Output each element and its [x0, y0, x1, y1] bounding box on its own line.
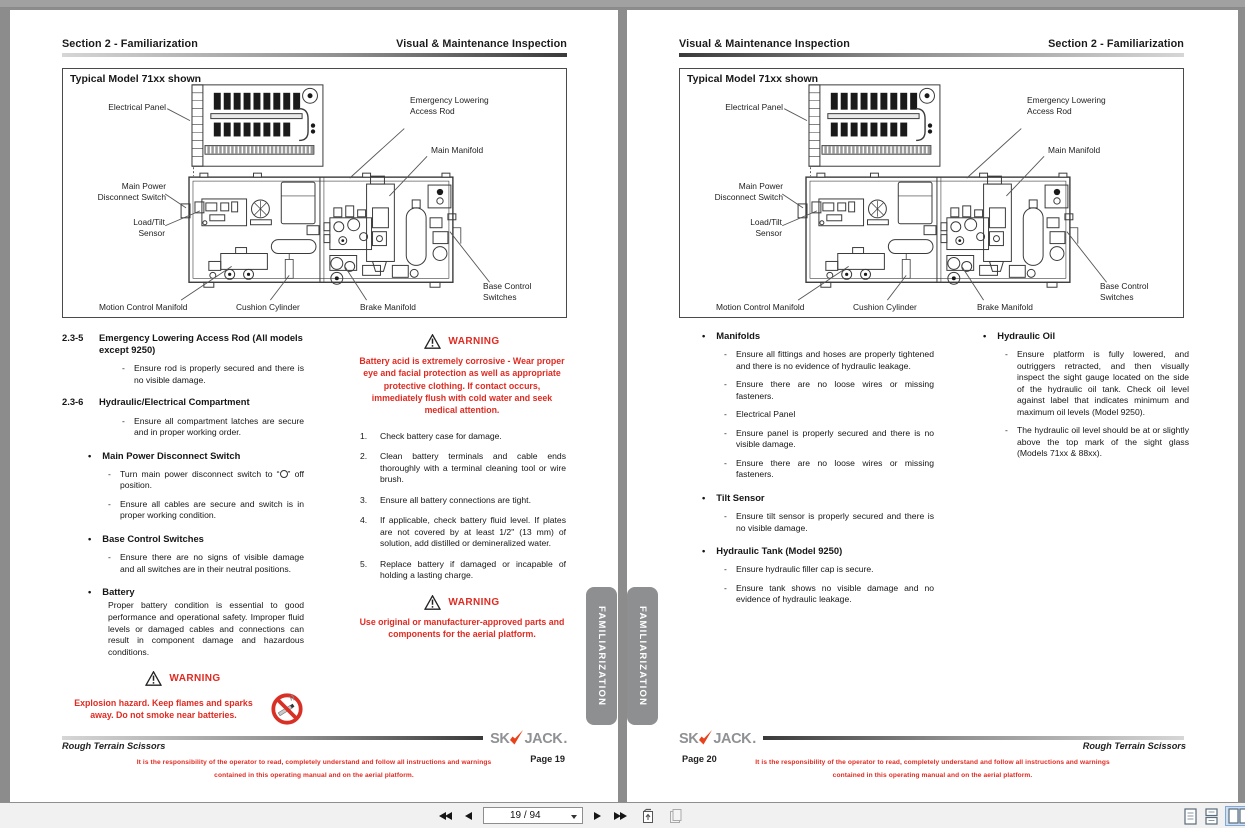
- bullet-heading-manifolds: [702, 330, 934, 342]
- logo-period: .: [563, 730, 567, 747]
- next-view-icon: [668, 808, 683, 824]
- text-column-right: [965, 330, 1189, 460]
- machine-diagram: [62, 68, 567, 318]
- header-topic-title: Visual & Maintenance Inspection: [679, 38, 850, 50]
- dash-marker: -: [724, 409, 727, 420]
- bullet-marker: •: [983, 330, 987, 341]
- numbered-step: [358, 559, 566, 582]
- page-layout-controls: [1184, 807, 1245, 825]
- warning-label: WARNING: [448, 596, 500, 608]
- diagram-title: Typical Model 71xx shown: [70, 73, 202, 85]
- dash-marker: -: [724, 511, 727, 522]
- list-item-text: The hydraulic oil level should be at or slightly above the top mark of the sight glass (Models 71xx & 88xx).: [1017, 425, 1189, 459]
- dash-marker: -: [1005, 425, 1008, 436]
- list-item-text: Ensure all compartment latches are secure and in proper working order.: [134, 415, 304, 438]
- continuous-view-button[interactable]: [1205, 808, 1218, 825]
- logo-check-icon: [699, 730, 712, 746]
- warning-triangle-icon: [145, 671, 162, 686]
- header-section-title: Section 2 - Familiarization: [62, 38, 198, 50]
- numbered-step: [358, 431, 566, 443]
- bullet-heading-hydraulic-oil: [983, 330, 1189, 342]
- list-item-text: Ensure all cables are secure and switch is in proper working condition.: [120, 498, 304, 521]
- previous-page-button[interactable]: [463, 810, 474, 822]
- diagram-label-load-tilt-sensor: [93, 217, 165, 239]
- warning-text: Use original or manufacturer-approved parts and components for the aerial platform.: [359, 616, 565, 640]
- diagram-label-motion-control-manifold: Motion Control Manifold: [716, 302, 805, 312]
- header-rule: [62, 53, 567, 57]
- logo-text-jack: JACK: [524, 730, 563, 747]
- bullet-title: Tilt Sensor: [716, 491, 765, 503]
- diagram-label-brake-manifold: Brake Manifold: [360, 302, 416, 312]
- warning-text: Battery acid is extremely corrosive - Wear proper eye and facial protection as well as appropriate protective clothing. If contact occurs, immediately flush with cold water and seek medical attention.: [359, 356, 565, 416]
- bullet-heading-base-control-switches: [88, 533, 304, 545]
- label-line: Load/Tilt: [133, 217, 165, 227]
- step-number: 5.: [360, 558, 368, 569]
- bullet-title: Hydraulic Oil: [997, 330, 1056, 341]
- operator-disclaimer-line1: It is the responsibility of the operator to read, completely understand and follow all instructions and warnings: [136, 759, 492, 766]
- header-section-title: Section 2 - Familiarization: [1048, 38, 1184, 50]
- next-page-button[interactable]: [592, 810, 603, 822]
- list-item: [108, 469, 304, 492]
- dash-marker: -: [724, 427, 727, 438]
- warning-header: [62, 671, 304, 686]
- list-item: [724, 564, 934, 576]
- previous-view-button[interactable]: [638, 806, 657, 826]
- text-column-left: [62, 332, 304, 726]
- list-item: [1005, 349, 1189, 418]
- list-item-text: Ensure hydraulic filler cap is secure.: [736, 564, 874, 575]
- page-header: [62, 38, 567, 50]
- warning-triangle-icon: [424, 334, 441, 349]
- battery-paragraph: Proper battery condition is essential to good performance and operational safety. Improper fluid levels or damaged cables and connections can result in component damage and hazardous conditions.: [108, 600, 304, 657]
- previous-view-icon: [640, 808, 655, 824]
- step-text: Replace battery if damaged or incapable of holding a lasting charge.: [380, 558, 566, 581]
- window-top-strip: [0, 0, 1245, 8]
- previous-page-icon: [465, 812, 472, 820]
- bullet-marker: •: [88, 586, 92, 598]
- item-text-pre: Turn main power disconnect switch to “: [120, 468, 280, 479]
- last-page-button[interactable]: [612, 810, 629, 822]
- list-item-text: Electrical Panel: [736, 409, 796, 420]
- warning-text: Explosion hazard. Keep flames and sparks away. Do not smoke near batteries.: [74, 697, 253, 721]
- section-number: 2.3-6: [62, 396, 84, 408]
- list-item-text: Ensure there are no loose wires or missing fasteners.: [736, 457, 934, 480]
- diagram-label-main-power-disconnect-switch: [688, 181, 783, 203]
- dash-marker: -: [724, 564, 727, 575]
- no-smoking-icon: [270, 692, 304, 726]
- dash-marker: -: [724, 379, 727, 390]
- logo-text-jack: JACK: [713, 730, 752, 747]
- diagram-label-base-control-switches: [483, 281, 563, 303]
- machine-diagram: [679, 68, 1184, 318]
- dash-marker: -: [122, 363, 125, 374]
- bullet-title: Main Power Disconnect Switch: [102, 449, 241, 461]
- diagram-label-main-manifold: Main Manifold: [1048, 145, 1101, 155]
- label-line: Load/Tilt: [750, 217, 782, 227]
- bullet-title: Battery: [102, 586, 135, 598]
- label-line: Access Rod: [1027, 105, 1072, 116]
- section-heading-2-3-5: [62, 332, 304, 356]
- list-item-text: Ensure tank shows no visible damage and no evidence of hydraulic leakage.: [736, 582, 934, 605]
- document-page-19: [10, 10, 618, 802]
- diagram-label-emergency-lowering-access-rod: [410, 95, 525, 117]
- page-number-label: Page 19: [530, 754, 565, 764]
- next-page-icon: [594, 812, 601, 820]
- text-column-left: [684, 330, 934, 606]
- list-item-text: Ensure there are no loose wires or missing fasteners.: [736, 379, 934, 401]
- bullet-marker: •: [702, 330, 706, 341]
- numbered-step: [358, 495, 566, 507]
- list-item: [724, 409, 934, 421]
- list-item: [122, 363, 304, 386]
- page-header: [679, 38, 1184, 50]
- list-item-text: Ensure rod is properly secured and there is no visible damage.: [134, 363, 304, 385]
- list-item: [108, 499, 304, 522]
- list-item-text: Ensure panel is properly secured and there is no visible damage.: [736, 427, 934, 450]
- header-rule: [679, 53, 1184, 57]
- list-item: [724, 379, 934, 402]
- numbered-step: [358, 451, 566, 486]
- label-line: Emergency Lowering: [1027, 95, 1106, 105]
- list-item-text: Ensure all fittings and hoses are properly tightened and there is no evidence of hydraulic leakage.: [736, 349, 934, 371]
- step-text: Clean battery terminals and cable ends thoroughly with a terminal cleaning tool or wire brush.: [380, 451, 566, 485]
- diagram-label-base-control-switches: [1100, 281, 1180, 303]
- bullet-heading-main-power-disconnect-switch: [88, 450, 304, 462]
- familiarization-tab-label: FAMILIARIZATION: [596, 605, 607, 707]
- section-heading-2-3-6: [62, 396, 304, 408]
- warning-label: WARNING: [169, 672, 221, 684]
- single-page-view-button[interactable]: [1184, 808, 1197, 825]
- label-line: Main Power: [121, 181, 166, 191]
- two-page-view-button[interactable]: [1226, 807, 1245, 825]
- label-line: Access Rod: [410, 105, 455, 116]
- dash-marker: -: [108, 498, 111, 509]
- diagram-label-cushion-cylinder: Cushion Cylinder: [853, 302, 917, 312]
- last-page-icon: [620, 812, 627, 820]
- text-column-right: [358, 332, 566, 640]
- dash-marker: -: [108, 468, 111, 479]
- bullet-marker: •: [88, 449, 92, 461]
- familiarization-tab-right: [627, 587, 658, 725]
- dash-marker: -: [724, 349, 727, 360]
- first-page-icon: [445, 812, 452, 820]
- diagram-label-brake-manifold: Brake Manifold: [977, 302, 1033, 312]
- bullet-heading-tilt-sensor: [702, 492, 934, 504]
- list-item: [122, 416, 304, 439]
- bullet-heading-battery: [88, 586, 304, 598]
- label-line: Emergency Lowering: [410, 95, 489, 105]
- list-item: [108, 552, 304, 575]
- list-item: [724, 511, 934, 534]
- operator-disclaimer-line2: contained in this operating manual and on the aerial platform.: [832, 772, 1033, 779]
- list-item: [724, 349, 934, 372]
- bullet-heading-hydraulic-tank: [702, 545, 934, 557]
- section-title: Emergency Lowering Access Rod (All models except 9250): [99, 332, 303, 356]
- diagram-label-load-tilt-sensor: [710, 217, 782, 239]
- header-topic-title: Visual & Maintenance Inspection: [396, 38, 567, 50]
- operator-disclaimer-line1: It is the responsibility of the operator to read, completely understand and follow all instructions and warnings: [755, 759, 1110, 766]
- step-number: 2.: [360, 451, 368, 462]
- first-page-button[interactable]: [437, 810, 454, 822]
- warning-header: [358, 595, 566, 610]
- diagram-label-cushion-cylinder: Cushion Cylinder: [236, 302, 300, 312]
- step-text: Ensure all battery connections are tight.: [380, 494, 531, 505]
- label-line: Switches: [483, 291, 517, 302]
- step-number: 4.: [360, 515, 368, 526]
- logo-period: .: [752, 730, 756, 747]
- label-line: Main Power: [738, 181, 783, 191]
- list-item: [1005, 425, 1189, 460]
- diagram-label-main-manifold: Main Manifold: [431, 145, 484, 155]
- item-text-post: ” off position.: [120, 468, 305, 491]
- familiarization-tab-label: FAMILIARIZATION: [637, 605, 648, 707]
- power-off-symbol: [280, 470, 288, 478]
- dash-marker: -: [122, 415, 125, 426]
- label-line: Sensor: [138, 227, 165, 238]
- bullet-marker: •: [88, 533, 92, 544]
- dash-marker: -: [724, 582, 727, 593]
- next-view-button[interactable]: [666, 806, 685, 826]
- continuous-view-icon: [1205, 808, 1218, 825]
- label-line: Switches: [1100, 291, 1134, 302]
- diagram-title: Typical Model 71xx shown: [687, 73, 819, 85]
- footer-rule: [763, 736, 1184, 740]
- bullet-marker: •: [702, 545, 706, 557]
- page-number-label: Page 20: [682, 754, 717, 764]
- skyjack-logo: [490, 730, 567, 746]
- diagram-label-emergency-lowering-access-rod: [1027, 95, 1142, 117]
- step-text: Check battery case for damage.: [380, 430, 502, 441]
- bullet-title: Base Control Switches: [102, 533, 204, 544]
- diagram-label-motion-control-manifold: Motion Control Manifold: [99, 302, 188, 312]
- page-navigation: [437, 803, 685, 828]
- list-item: [724, 458, 934, 481]
- list-item-text: Ensure there are no signs of visible damage and all switches are in their neutral positions.: [120, 552, 304, 574]
- document-page-20: [627, 10, 1238, 802]
- document-title: Rough Terrain Scissors: [1082, 741, 1186, 751]
- step-number: 1.: [360, 430, 368, 441]
- familiarization-tab-left: [586, 587, 617, 725]
- viewer-toolbar: [0, 802, 1245, 828]
- dash-marker: -: [724, 457, 727, 468]
- label-line: Base Control: [483, 281, 532, 291]
- logo-text-sk: SK: [679, 730, 699, 747]
- logo-check-icon: [510, 730, 523, 746]
- numbered-step: [358, 515, 566, 550]
- diagram-label-electrical-panel: Electrical Panel: [108, 102, 166, 112]
- two-page-view-icon: [1228, 808, 1245, 824]
- page-number-combobox[interactable]: [483, 807, 583, 824]
- document-title: Rough Terrain Scissors: [62, 741, 166, 751]
- label-line: Disconnect Switch: [97, 191, 166, 202]
- warning-header: [358, 334, 566, 349]
- label-line: Disconnect Switch: [714, 191, 783, 202]
- dash-marker: -: [108, 552, 111, 563]
- list-item-text: [120, 469, 304, 492]
- warning-label: WARNING: [448, 335, 500, 347]
- step-number: 3.: [360, 494, 368, 505]
- list-item-text: Ensure tilt sensor is properly secured and there is no visible damage.: [736, 511, 934, 533]
- diagram-label-main-power-disconnect-switch: [71, 181, 166, 203]
- list-item: [724, 428, 934, 451]
- section-number: 2.3-5: [62, 332, 84, 343]
- label-line: Sensor: [755, 227, 782, 238]
- single-page-view-icon: [1184, 808, 1197, 825]
- operator-disclaimer-line2: contained in this operating manual and on the aerial platform.: [214, 772, 414, 779]
- diagram-label-electrical-panel: Electrical Panel: [725, 102, 783, 112]
- step-text: If applicable, check battery fluid level. If plates are not covered by at least 1/2" (13 mm) of solution, add distilled or demineralized water.: [380, 515, 566, 549]
- logo-text-sk: SK: [490, 730, 510, 747]
- bullet-title: Manifolds: [716, 330, 761, 341]
- list-item-text: Ensure platform is fully lowered, and outriggers retracted, and then visually inspect the sight gauge located on the side of the hydraulic oil tank. Check oil level against label that indicates minimum and maximum oil levels (Model 9250).: [1017, 349, 1189, 417]
- list-item: [724, 583, 934, 606]
- explosion-warning: [62, 692, 304, 726]
- section-title: Hydraulic/Electrical Compartment: [99, 396, 250, 408]
- footer-rule: [62, 736, 483, 740]
- skyjack-logo: [679, 730, 756, 746]
- page-number-value: 19 / 94: [510, 810, 541, 821]
- warning-triangle-icon: [424, 595, 441, 610]
- chevron-down-icon: [571, 815, 577, 819]
- bullet-marker: •: [702, 491, 706, 503]
- dash-marker: -: [1005, 349, 1008, 360]
- label-line: Base Control: [1100, 281, 1149, 291]
- bullet-title: Hydraulic Tank (Model 9250): [716, 545, 843, 557]
